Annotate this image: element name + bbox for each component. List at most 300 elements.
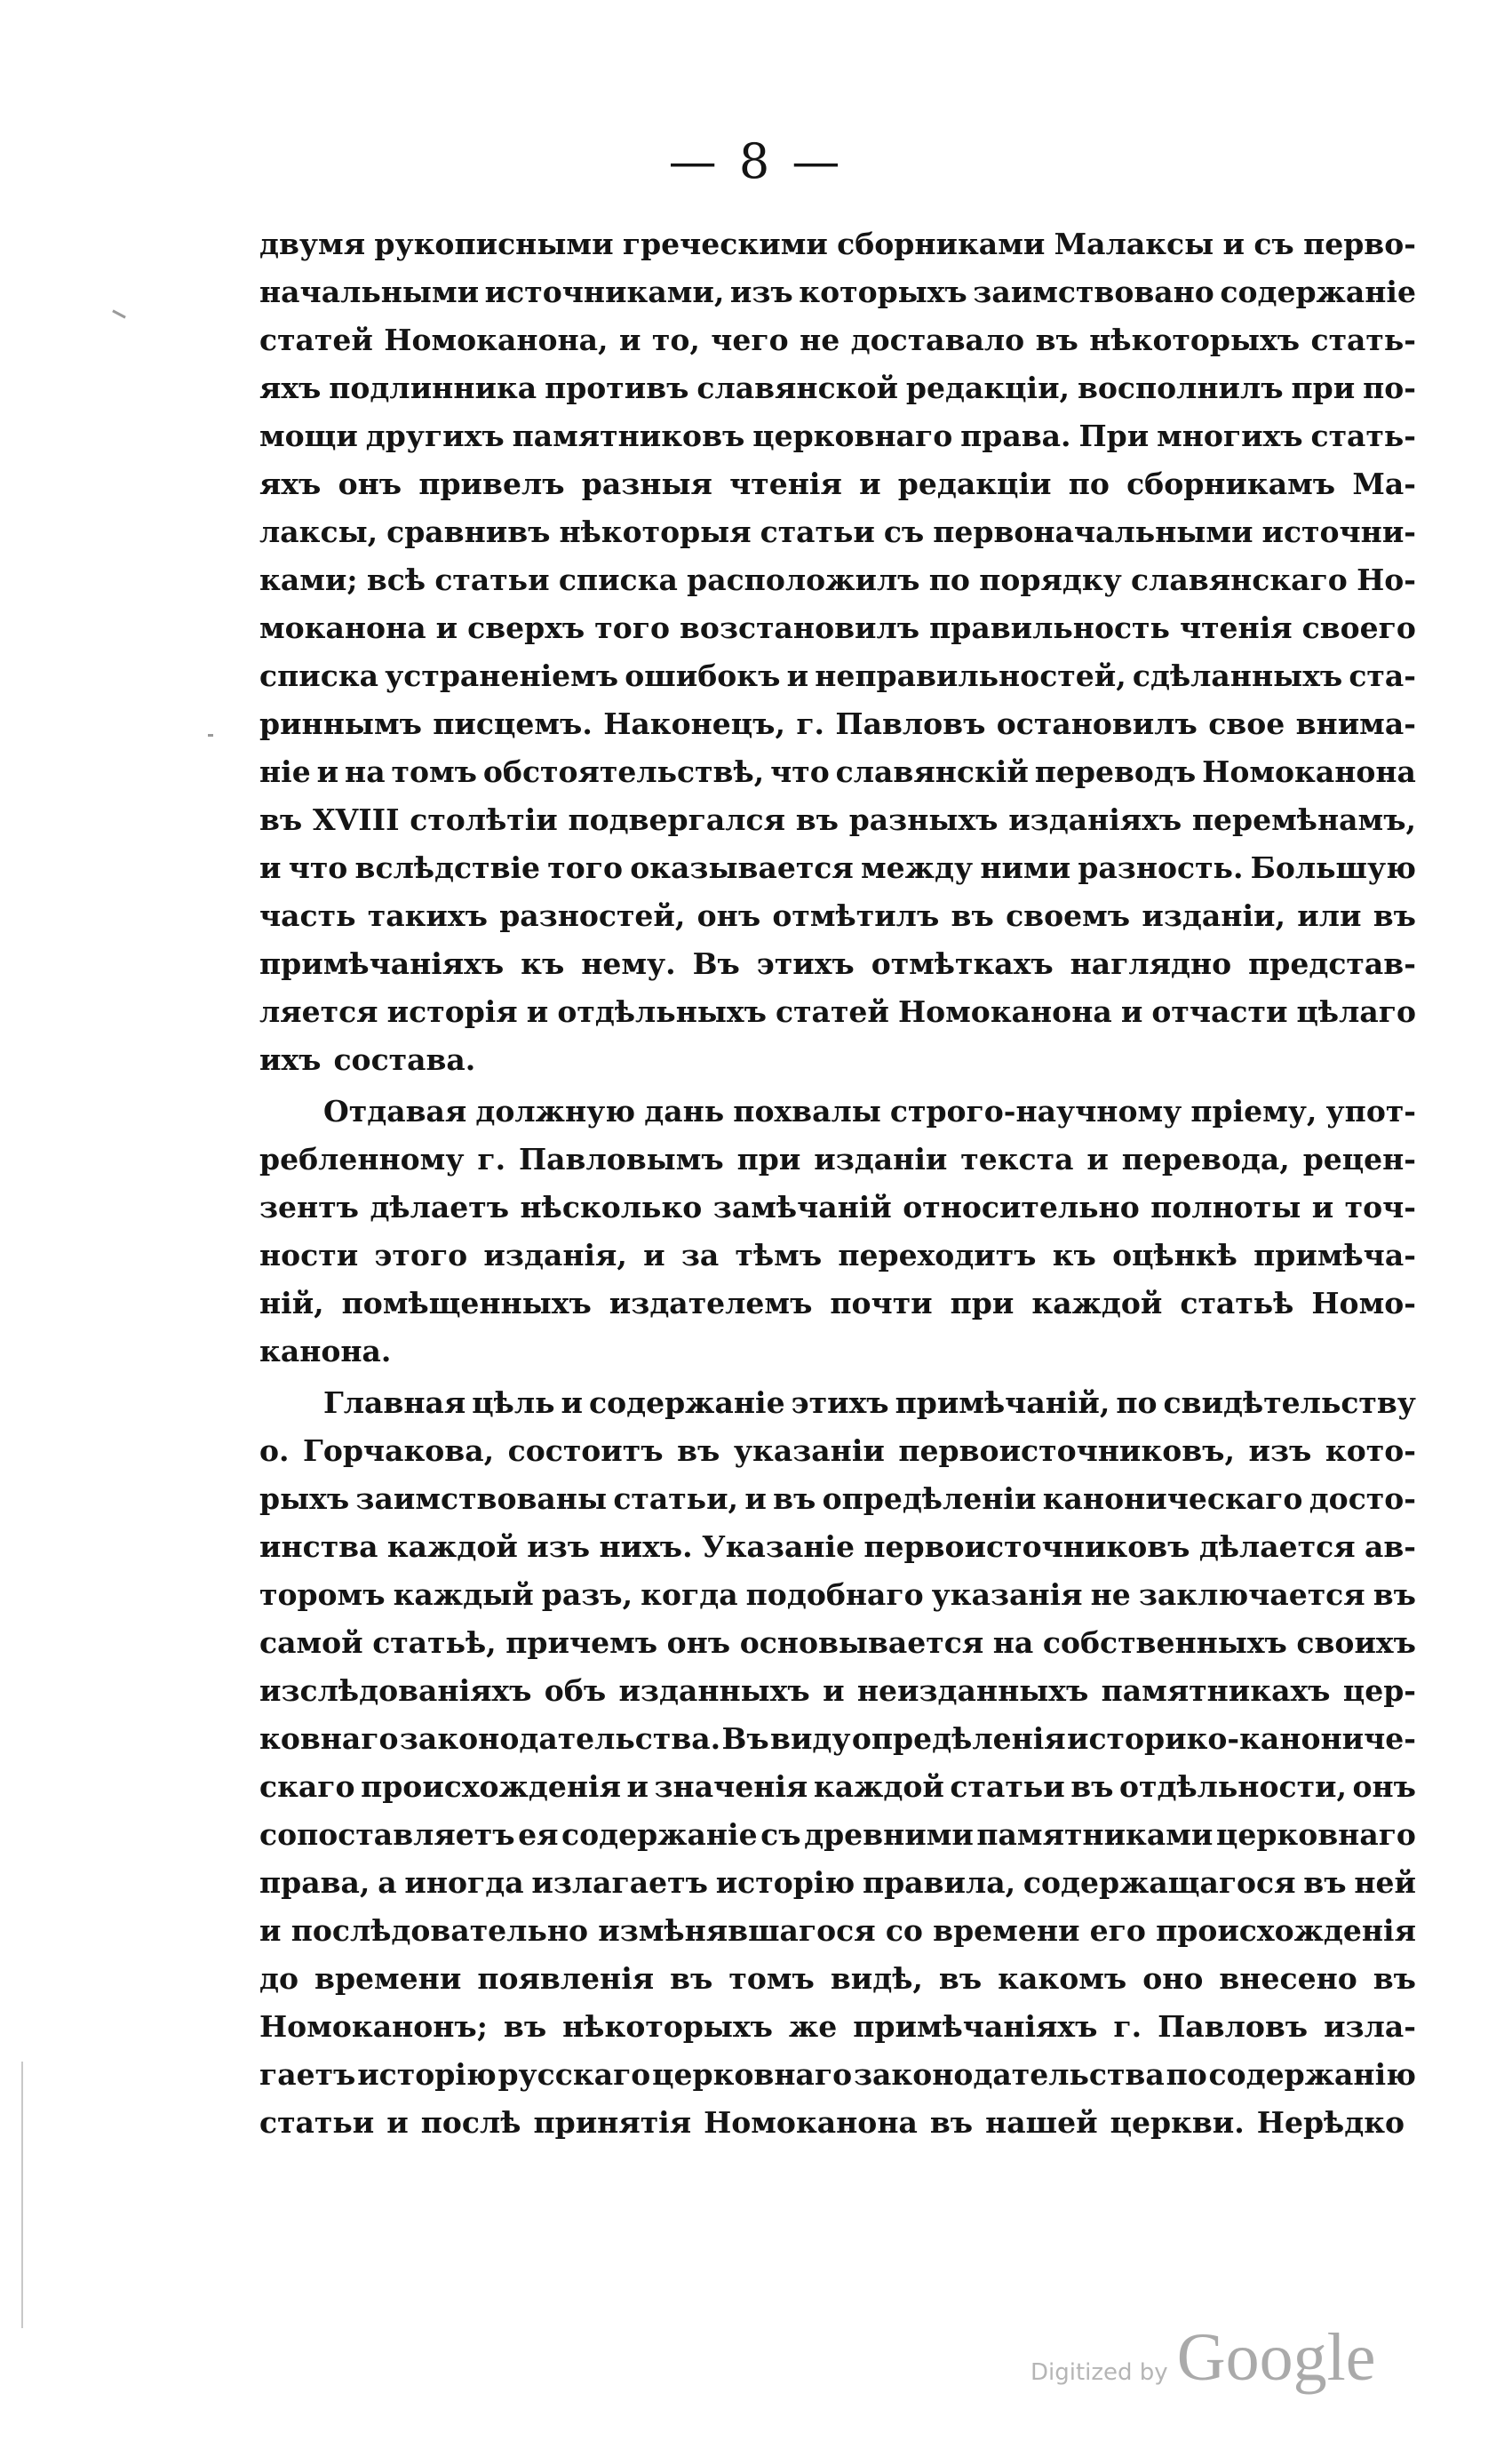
word: и [618,323,641,357]
word: оказывается [630,850,854,885]
word: Павловымъ [518,1142,724,1177]
word: собственныхъ [1042,1625,1287,1660]
word: изъ [729,275,793,309]
word: восполнилъ [1077,371,1284,405]
word: пріему, [1190,1094,1317,1129]
word: тѣмъ [735,1238,823,1272]
word: Отдавая [323,1094,467,1129]
word: церковнаго [1215,1817,1416,1852]
text-line [259,1385,1416,1433]
word: причемъ [505,1625,658,1660]
word: самой [259,1625,363,1660]
word: статьи [259,2105,375,2140]
word: привелъ [418,467,565,501]
word: и [859,467,881,501]
word: ками; [259,562,358,597]
word: съ [883,515,925,549]
word: ея [518,1817,559,1852]
word: перевода, [1121,1142,1290,1177]
word: не [800,323,840,357]
word: Номоканона [897,994,1112,1029]
word: указаніи [733,1433,885,1468]
word: при [736,1142,801,1177]
word: опредѣленіи [822,1481,1037,1516]
word: рецен- [1302,1142,1416,1177]
word: и [643,1238,665,1272]
word: ней [1354,1865,1416,1900]
word: чего [711,323,789,357]
word: по [1166,2057,1207,2092]
text-line [259,1769,1416,1817]
word: чтенія [1179,610,1293,645]
word: состава. [333,1042,476,1077]
word: своемъ [1006,898,1131,933]
word: издателемъ [609,1286,813,1320]
word: и [626,1769,649,1804]
word: доставало [850,323,1025,357]
word: свое [1208,706,1285,741]
word: инства [259,1529,378,1564]
word: того [547,850,623,885]
word: томъ [391,754,477,789]
word: статьи [434,562,550,597]
word: переводъ [1034,754,1197,789]
word: по [1116,1385,1158,1420]
word: его [1089,1913,1146,1948]
word: каждый [393,1577,534,1612]
word: русскаго [497,2057,651,2092]
word: статьѣ, [372,1625,497,1660]
word: ошибокъ [625,658,781,693]
word: права, [259,1865,370,1900]
text-line [259,946,1416,994]
text-line [259,1961,1416,2009]
word: и [1311,1190,1334,1224]
word: досто- [1309,1481,1416,1516]
word: отчасти [1151,994,1288,1029]
word: церковнаго [652,2057,853,2092]
word: въ [795,802,839,837]
word: сопоставляетъ [259,1817,515,1852]
text-line [259,1481,1416,1529]
word: остановилъ [996,706,1198,741]
word: примѣчаніяхъ [259,946,505,981]
word: заключается [1138,1577,1365,1612]
word: Но- [1357,562,1416,597]
word: церкви. [1110,2105,1245,2140]
word: дань [644,1094,725,1129]
word: послѣ [420,2105,521,2140]
word: Въ [692,946,740,981]
word: такихъ [367,898,488,933]
word: нѣкоторыхъ [1089,323,1301,357]
margin-mark [112,309,126,318]
text-line [259,802,1416,850]
text-line [259,2009,1416,2057]
word: Номоканона [1202,754,1416,789]
word: греческими [622,227,828,261]
word: нѣкоторыхъ [562,2009,773,2044]
word: въ [503,2009,547,2044]
word: возстановилъ [680,610,920,645]
word: Большую [1250,850,1416,885]
word: канона. [259,1334,392,1368]
word: же [788,2009,838,2044]
word: отмѣтилъ [772,898,940,933]
word: излагаетъ [531,1865,708,1900]
word: рыхъ [259,1481,350,1516]
text-line [259,850,1416,898]
word: Нерѣдко [1256,2105,1405,2140]
word: иногда [404,1865,524,1900]
word: когда [641,1577,738,1612]
word: принятія [533,2105,692,2140]
word: почти [830,1286,933,1320]
word: списка [259,658,379,693]
word: мощи [259,419,358,453]
word: лаксы, [259,515,378,549]
word: правильность [929,610,1170,645]
word: ребленному [259,1142,465,1177]
word: замѣчаній [712,1190,892,1224]
word: двумя [259,227,366,261]
word: и [526,994,549,1029]
word: времени [933,1913,1080,1948]
word: что [288,850,348,885]
word: Павловъ [1158,2009,1309,2044]
word: Номо- [1311,1286,1416,1320]
word: изъ [527,1529,591,1564]
word: неизданныхъ [856,1673,1089,1708]
word: примѣчаніяхъ [853,2009,1098,2044]
word: строго-научному [889,1094,1182,1129]
word: этихъ [756,946,855,981]
word: XVIII [312,802,400,837]
word: текста [960,1142,1074,1177]
word: расположилъ [687,562,920,597]
word: и [744,1481,767,1516]
word: перемѣнамъ, [1191,802,1416,837]
word: какомъ [998,1961,1127,1996]
word: и [259,850,282,885]
word: въ [929,2105,974,2140]
word: Номоканонъ; [259,2009,488,2044]
word: на [992,1625,1034,1660]
text-line [259,2105,1416,2153]
word: содержаніе [589,1385,785,1420]
word: и [1120,994,1143,1029]
word: статей [259,323,373,357]
word: историко-канониче- [1066,1721,1416,1756]
word: славянскаго [1131,562,1348,597]
word: въ [951,898,994,933]
word: памятниковъ [512,419,745,453]
word: свидѣтельству [1163,1385,1416,1420]
word: своего [1301,610,1416,645]
word: онъ [696,898,761,933]
word: изданныхъ [618,1673,810,1708]
word: и [259,1913,282,1948]
word: представ- [1248,946,1416,981]
text-line [259,754,1416,802]
word: первоисточниковъ, [898,1433,1235,1468]
text-line [259,227,1416,275]
word: въ [1373,898,1416,933]
word: видѣ, [830,1961,923,1996]
word: яхъ [259,467,322,501]
text-line [259,1286,1416,1334]
word: списка [558,562,678,597]
word: на [345,754,386,789]
word: указанія [931,1577,1083,1612]
word: помѣщенныхъ [341,1286,592,1320]
word: нихъ. [599,1529,693,1564]
word: гаетъ [259,2057,356,2092]
word: при [950,1286,1015,1320]
word: отдѣльныхъ [557,994,767,1029]
word: статьѣ [1180,1286,1294,1320]
word: Въ [721,1721,769,1756]
word: Ма- [1352,467,1416,501]
word: древними [804,1817,974,1852]
word: въ [1303,1865,1347,1900]
text-line [259,2057,1416,2105]
word: ковнаго [259,1721,399,1756]
word: внима- [1295,706,1416,741]
word: статьи, [613,1481,739,1516]
word: исторія [386,994,518,1029]
word: редакціи, [905,371,1070,405]
text-line [259,1625,1416,1673]
word: статьи [760,515,875,549]
word: нему. [581,946,676,981]
word: дѣлаетъ [370,1190,510,1224]
word: правила, [862,1865,1016,1900]
word: того [594,610,670,645]
word: статей [776,994,889,1029]
word: ними [980,850,1071,885]
word: противъ [545,371,689,405]
word: въ [677,1433,720,1468]
body-text [259,227,1416,2153]
word: и [786,658,809,693]
word: разныхъ [848,802,999,837]
word: этого [374,1238,468,1272]
text-line [259,1042,1416,1090]
word: значенія [654,1769,808,1804]
word: церковнаго [752,419,953,453]
word: онъ [338,467,402,501]
word: многихъ [1157,419,1303,453]
word: точ- [1344,1190,1416,1224]
word: и [316,754,339,789]
word: въ [1373,1577,1416,1612]
margin-mark [208,734,213,737]
word: въ [259,802,303,837]
word: примѣча- [1253,1238,1416,1272]
word: заимствованы [355,1481,608,1516]
word: изданія, [483,1238,627,1272]
margin-mark [21,2062,23,2328]
text-line [259,610,1416,658]
word: ихъ [259,1042,322,1077]
word: о. [259,1433,290,1468]
word: за [680,1238,720,1272]
word: г. [796,706,825,741]
word: между [861,850,974,885]
word: по- [1363,371,1416,405]
word: кото- [1325,1433,1416,1468]
word: нѣсколько [520,1190,703,1224]
word: измѣнявшагося [598,1913,876,1948]
word: редакціи [897,467,1052,501]
word: законодательства. [399,1721,721,1756]
word: и [561,1385,584,1420]
word: подлинника [329,371,537,405]
text-line [259,515,1416,562]
word: въ [938,1961,983,1996]
word: стать- [1310,419,1416,453]
word: до [259,1961,299,1996]
word: ніе [259,754,311,789]
text-line [259,1721,1416,1769]
word: нѣкоторыя [559,515,752,549]
word: сборникамъ [1126,467,1336,501]
word: цер- [1342,1673,1416,1708]
word: появленія [477,1961,655,1996]
word: разъ, [541,1577,633,1612]
word: яхъ [259,371,322,405]
word: полноты [1150,1190,1301,1224]
word: дѣлается [1198,1529,1356,1564]
word: послѣдовательно [290,1913,589,1948]
word: каноническаго [1042,1481,1303,1516]
word: столѣтіи [410,802,558,837]
word: содержаніе [561,1817,758,1852]
word: устраненіемъ [385,658,619,693]
word: славянскій [835,754,1029,789]
word: а [378,1865,397,1900]
word: Номоканона [704,2105,918,2140]
page-number: — 8 — [668,133,844,189]
text-line [259,275,1416,323]
word: первоначальными [933,515,1253,549]
word: ній, [259,1286,324,1320]
word: первоисточниковъ [863,1529,1190,1564]
word: примѣчаній, [895,1385,1110,1420]
word: по [928,562,970,597]
word: сверхъ [467,610,585,645]
word: основывается [739,1625,984,1660]
word: съ [1253,227,1294,261]
word: ности [259,1238,359,1272]
word: памятниками [976,1817,1214,1852]
word: онъ [1352,1769,1416,1804]
text-line [259,994,1416,1042]
word: вслѣдствіе [354,850,541,885]
word: скаго [259,1769,355,1804]
word: цѣлаго [1296,994,1416,1029]
word: содержанію [1208,2057,1416,2092]
text-line [259,658,1416,706]
word: исторію [357,2057,497,2092]
word: не [1090,1577,1131,1612]
text-line [259,1238,1416,1286]
word: другихъ [365,419,505,453]
word: стать- [1310,323,1416,357]
word: начальными [259,275,480,309]
text-line [259,706,1416,754]
word: переходитъ [838,1238,1037,1272]
word: съ [760,1817,801,1852]
word: писцемъ. [433,706,593,741]
word: то, [651,323,700,357]
word: въ [773,1481,816,1516]
word: и [1086,1142,1109,1177]
word: содержащагося [1023,1865,1296,1900]
word: изданіи [814,1142,948,1177]
text-line [259,1094,1416,1142]
word: сдѣланныхъ [1132,658,1343,693]
word: всѣ [366,562,426,597]
word: оцѣнкѣ [1112,1238,1237,1272]
word: каждой [813,1769,944,1804]
word: сравнивъ [386,515,551,549]
word: перво- [1303,227,1416,261]
word: опредѣленія [851,1721,1066,1756]
word: г. [477,1142,506,1177]
word: содержаніе [1220,275,1416,309]
word: онъ [666,1625,731,1660]
word: въ [670,1961,713,1996]
word: времени [314,1961,462,1996]
word: разностей, [499,898,686,933]
word: внесено [1219,1961,1357,1996]
word: происхожденія [361,1769,621,1804]
text-line [259,562,1416,610]
word: къ [1052,1238,1096,1272]
word: Наконецъ, [603,706,785,741]
word: своихъ [1296,1625,1416,1660]
text-line [259,1865,1416,1913]
word: Малаксы [1054,227,1214,261]
word: изслѣдованіяхъ [259,1673,532,1708]
word: изданіяхъ [1008,802,1182,837]
word: каждой [386,1529,518,1564]
word: источниками, [484,275,725,309]
word: цѣль [472,1385,555,1420]
word: Номоканона, [384,323,609,357]
word: сборниками [837,227,1046,261]
word: ста- [1349,658,1416,693]
word: и [1222,227,1245,261]
word: торомъ [259,1577,386,1612]
word: рукописными [374,227,614,261]
text-line [259,1529,1416,1577]
word: источни- [1261,515,1416,549]
word: ляется [259,994,378,1029]
text-line [259,467,1416,515]
word: Павловъ [835,706,986,741]
text-line [259,898,1416,946]
text-line [259,1913,1416,1961]
word: къ [521,946,565,981]
word: въ [1373,1961,1416,1996]
word: этихъ [791,1385,889,1420]
text-line [259,1334,1416,1382]
word: и [386,2105,409,2140]
word: по [1068,467,1110,501]
